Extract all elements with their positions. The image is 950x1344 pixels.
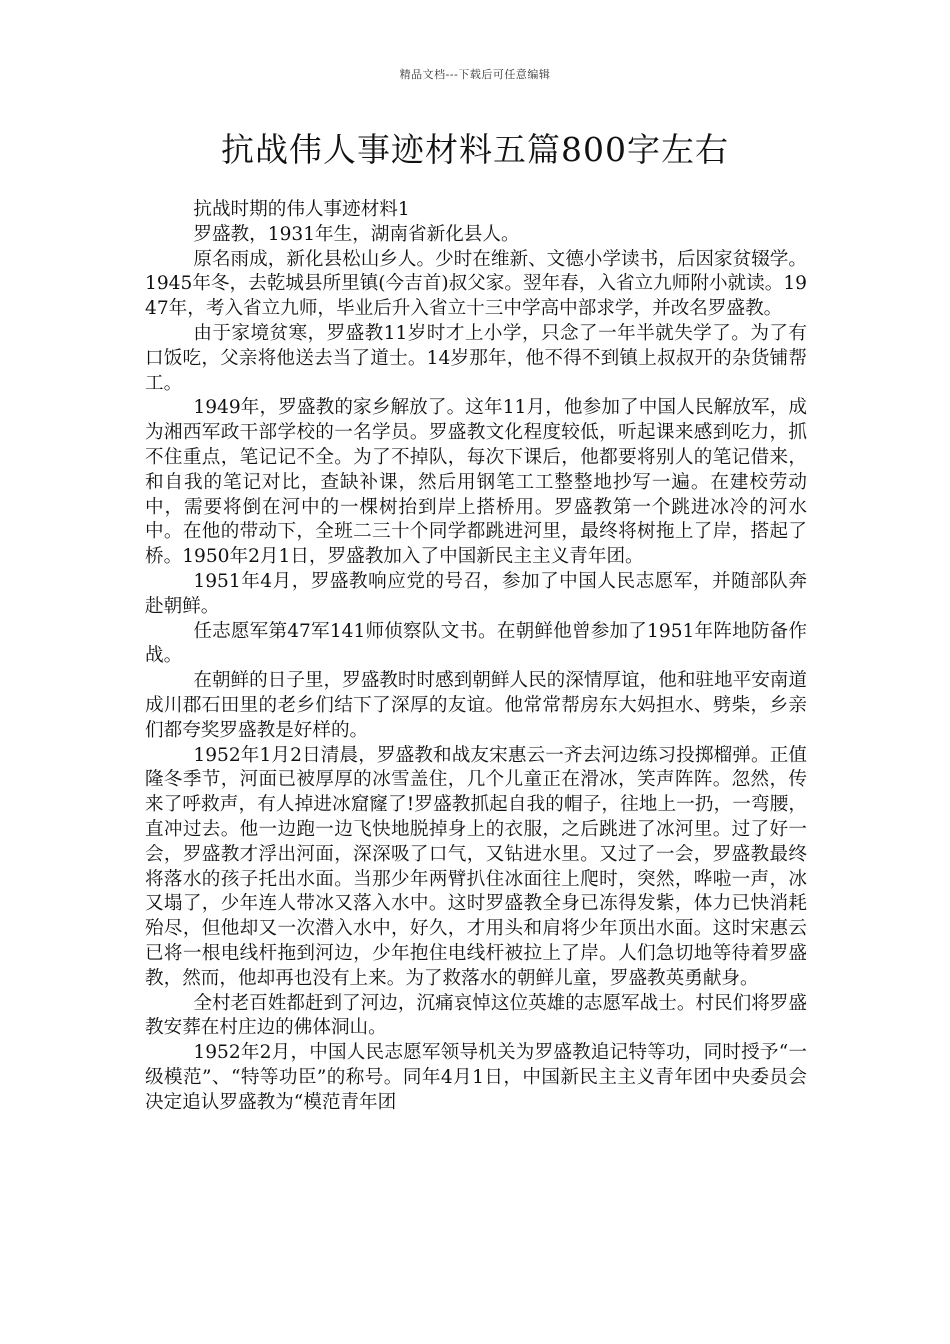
paragraph: 全村老百姓都赶到了河边，沉痛哀悼这位英雄的志愿军战士。村民们将罗盛教安葬在村庄边的佛体洞山。 [145, 992, 807, 1039]
paragraph: 原名雨成，新化县松山乡人。少时在维新、文德小学读书，后因家贫辍学。1945年冬，去乾城县所里镇(今吉首)叔父家。翌年春，入省立九师附小就读。1947年，考入省立九师，毕业后升入省立十三中学高中部求学，并改名罗盛教。 [145, 248, 807, 320]
paragraph: 由于家境贫寒，罗盛教11岁时才上小学，只念了一年半就失学了。为了有口饭吃，父亲将他送去当了道士。14岁那年，他不得不到镇上叔叔开的杂货铺帮工。 [145, 322, 807, 394]
document-title: 抗战伟人事迹材料五篇800字左右 [221, 130, 729, 169]
header-note: 精品文档---下载后可任意编辑 [399, 68, 551, 81]
paragraph: 任志愿军第47军141师侦察队文书。在朝鲜他曾参加了1951年阵地防备作战。 [145, 620, 807, 667]
paragraph: 1952年1月2日清晨，罗盛教和战友宋惠云一齐去河边练习投掷榴弹。正值隆冬季节，河面已被厚厚的冰雪盖住，几个儿童正在滑冰，笑声阵阵。忽然，传来了呼救声，有人掉进冰窟窿了!罗盛教抓起自我的帽子，往地上一扔，一弯腰，直冲过去。他一边跑一边飞快地脱掉身上的衣服，之后跳进了冰河里。过了好一会，罗盛教才浮出河面，深深吸了口气，又钻进水里。又过了一会，罗盛教最终将落水的孩子托出水面。当那少年两臂扒住冰面往上爬时，突然，哗啦一声，冰又塌了，少年连人带冰又落入水中。这时罗盛教全身已冻得发紫，体力已快消耗殆尽，但他却又一次潜入水中，好久，才用头和肩将少年顶出水面。这时宋惠云已将一根电线杆拖到河边，少年抱住电线杆被拉上了岸。人们急切地等待着罗盛教，然而，他却再也没有上来。为了救落水的朝鲜儿童，罗盛教英勇献身。 [145, 744, 807, 989]
paragraph: 1951年4月，罗盛教响应党的号召，参加了中国人民志愿军，并随部队奔赴朝鲜。 [145, 570, 807, 617]
paragraph: 在朝鲜的日子里，罗盛教时时感到朝鲜人民的深情厚谊，他和驻地平安南道成川郡石田里的老乡们结下了深厚的友谊。他常常帮房东大妈担水、劈柴，乡亲们都夸奖罗盛教是好样的。 [145, 670, 807, 741]
paragraph: 1949年，罗盛教的家乡解放了。这年11月，他参加了中国人民解放军，成为湘西军政干部学校的一名学员。罗盛教文化程度较低，听起课来感到吃力，抓不住重点，笔记记不全。为了不掉队，每次下课后，他都要将别人的笔记借来，和自我的笔记对比，查缺补课，然后用钢笔工工整整地抄写一遍。在建校劳动中，需要将倒在河中的一棵树抬到岸上搭桥用。罗盛教第一个跳进冰冷的河水中。在他的带动下，全班二三十个同学都跳进河里，最终将树拖上了岸，搭起了桥。1950年2月1日，罗盛教加入了中国新民主主义青年团。 [145, 397, 807, 568]
document-body [145, 198, 807, 1115]
paragraph: 罗盛教，1931年生，湖南省新化县人。 [193, 223, 520, 245]
paragraph-subheading: 抗战时期的伟人事迹材料1 [193, 199, 410, 220]
paragraph: 1952年2月，中国人民志愿军领导机关为罗盛教追记特等功，同时授予“一级模范”、“特等功臣”的称号。同年4月1日，中国新民主主义青年团中央委员会决定追认罗盛教为“模范青年团 [145, 1042, 807, 1113]
